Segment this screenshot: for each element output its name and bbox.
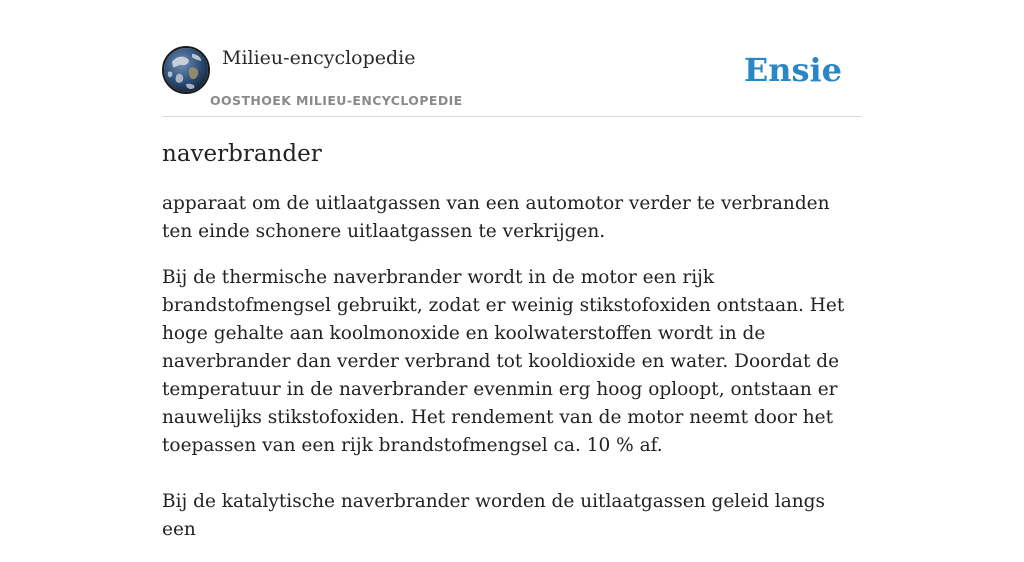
brand-logo[interactable]: Ensie <box>743 51 842 89</box>
entry-paragraph: Bij de thermische naverbrander wordt in de motor een rijk brandstofmengsel gebruikt, zodat er weinig stikstofoxiden ontstaan. Het hoge gehalte aan koolmonoxide en koolwaterstoffen wordt in de naverbrander dan verder verbrand tot kooldioxide en water. Doordat de temperatuur in de naverbrander evenmin erg hoog oploopt, ontstaan er nauwelijks stikstofoxiden. Het rendement van de motor neemt door het toepassen van een rijk brandstofmengsel ca. 10 % af. <box>162 267 845 456</box>
site-subtitle[interactable]: OOSTHOEK MILIEU-ENCYCLOPEDIE <box>210 93 463 108</box>
site-title[interactable]: Milieu-encyclopedie <box>222 47 416 69</box>
entry-definition: apparaat om de uitlaatgassen van een automotor verder te verbranden ten einde schonere uitlaatgassen te verkrijgen. <box>162 193 830 242</box>
entry-paragraph: Bij de katalytische naverbrander worden de uitlaatgassen geleid langs een <box>162 491 826 540</box>
entry-term: naverbrander <box>162 141 322 167</box>
site-header <box>162 46 862 117</box>
entry-content <box>162 138 862 562</box>
earth-globe-icon[interactable] <box>162 46 210 94</box>
